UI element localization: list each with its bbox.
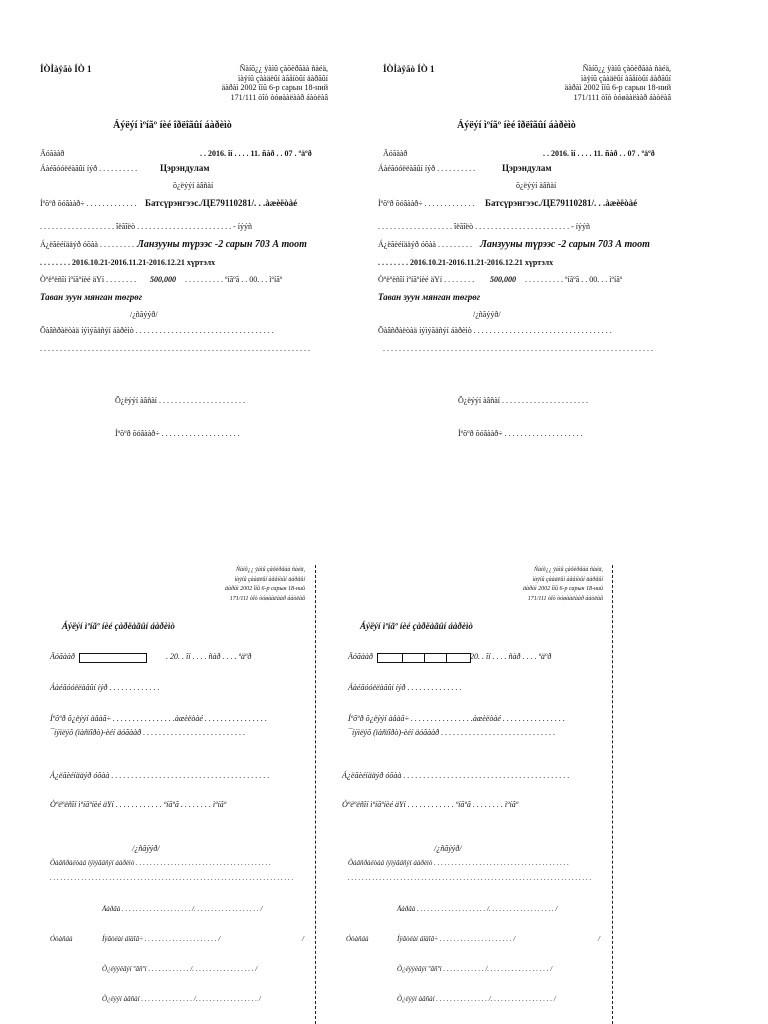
slash-mark: / <box>302 935 304 943</box>
amount-in-words: Таван зуун мянган төгрөг <box>378 292 481 302</box>
receipt-title: Áýëýí ìºíãº íèé îðëîãûí áàðèìò <box>113 120 232 131</box>
cashier-signature: Õ¿ëýýëãýí ºãñºí . . . . . . . . . . . . /. . . . . . . . . . . . . . . . . . / <box>397 965 553 973</box>
number-label: Äóãààð <box>40 149 65 158</box>
approval-line: 171/111 òîò òóøààëààð áàòëàâ <box>230 92 328 102</box>
approval-line: ìàÿíû çààäëûí àãåíòûí äàðãûí <box>234 576 305 583</box>
cashier-signature: Õ¿ëýýëãýí ºãñºí . . . . . . . . . . . . /. . . . . . . . . . . . . . . . . . / <box>102 965 258 973</box>
recipient-label: õ¿ëýýí àâñàí <box>516 181 557 190</box>
purpose-label: Íºõºð õóâààð÷ . . . . . . . . . . . . . <box>40 199 137 208</box>
approval-line: Ñàíõ¿¿ ÿàìû çàõèðãàà ñàéä, <box>534 567 603 573</box>
date-field: . . 2016. îí . . . . 11. ñàð . . 07 . ºäºð <box>543 149 655 158</box>
organization-line: Áàéãóóëëàãûí íýð . . . . . . . . . . . . . . <box>348 683 462 692</box>
approval-note <box>170 566 305 604</box>
purpose-value: Батсүрэнгээс./ЦЕ79110281/. . .àæèëòàé <box>145 198 298 208</box>
source-line: . . . . . . . . . . . . . . . . . . . îëãîëò . . . . . . . . . . . . . . . . . . . . . . . . - íýýñ <box>378 222 590 231</box>
approval-line: Ñàíõ¿¿ ÿàìû çàõèðãàà ñàéä, <box>239 64 328 73</box>
receiver-line: Íºõºð õ¿ëýýí àâàã÷ . . . . . . . . . . . . . . . .àæèëòàé . . . . . . . . . . . . . . . . <box>348 714 565 723</box>
cashier-signature: Íºõºð õóâààð÷ . . . . . . . . . . . . . . . . . . . . <box>458 429 583 438</box>
recipient-label: õ¿ëýýí àâñàí <box>173 181 214 190</box>
dotted-line: . . . . . . . . . . . . . . . . . . . . . . . . . . . . . . . . . . . . . . . . . . . . . . . . . . . . . . . . . . . . . . . . . . . . . . <box>50 874 294 882</box>
approval-line: äàðàì 2002 îíû 6-р сарын 18-ний <box>522 586 603 592</box>
stamp-label: Óòàñäà <box>50 935 73 943</box>
director-signature: Äàðãà . . . . . . . . . . . . . . . . . . . . /. . . . . . . . . . . . . . . . . . . / <box>102 905 263 913</box>
approval-note <box>190 64 328 102</box>
form-code: ÍÒÌàÿãò ÍÒ 1 <box>383 64 435 74</box>
date-field: . . 2016. îí . . . . 11. ñàð . . 07 . ºäºð <box>200 149 312 158</box>
attached-docs-line: Õàâñðàëòàä íýìýãäñýí áàðèìò . . . . . . . . . . . . . . . . . . . . . . . . . . . . . . . . . . . . . . . <box>348 859 569 867</box>
number-input-box[interactable] <box>377 653 471 663</box>
cashier-signature: Íºõºð õóâààð÷ . . . . . . . . . . . . . . . . . . . . <box>115 429 240 438</box>
approval-note <box>468 566 603 604</box>
approval-line: äàðàì 2002 îíû 6-р сарын 18-ний <box>224 586 305 592</box>
approval-line: 171/111 òîò òóøààëààð áàòëàâ <box>527 595 603 602</box>
basis-line: Á¿ëãèéíääýð óõàà . . . . . . . . . . . . . . . . . . . . . . . . . . . . . . . . . . . . . . . . <box>50 771 270 780</box>
in-words-label: /¿ñãýýð/ <box>132 844 160 853</box>
number-label: Äóãààð <box>50 652 75 661</box>
period-value: . . . . . . . . 2016.10.21-2016.11.21-2016.12.21 хүртэлх <box>40 258 216 267</box>
payer-label: Áàéãóóëëàãûí íýð . . . . . . . . . . <box>378 164 476 173</box>
approval-line: Ñàíõ¿¿ ÿàìû çàõèðãàà ñàéä, <box>582 64 671 73</box>
approval-line: Ñàíõ¿¿ ÿàìû çàõèðãàà ñàéä, <box>236 567 305 573</box>
form-code: ÍÒÌàÿãò ÍÒ 1 <box>40 64 92 74</box>
number-label: Äóãààð <box>348 652 373 661</box>
period-value: . . . . . . . . 2016.10.21-2016.11.21-2016.12.21 хүртэлх <box>378 258 554 267</box>
receiver-signature: Õ¿ëýýí àâñàí . . . . . . . . . . . . . . . /. . . . . . . . . . . . . . . . . . / <box>397 995 556 1003</box>
number-label: Äóãààð <box>383 149 408 158</box>
amount-label: Òºëºëñîí ìºíãºíèé äҮí . . . . . . . . <box>378 275 475 284</box>
director-signature: Äàðãà . . . . . . . . . . . . . . . . . . . . /. . . . . . . . . . . . . . . . . . . / <box>397 905 558 913</box>
basis-label: Á¿ëãèéíääýð óõàà . . . . . . . . . <box>378 240 472 249</box>
amount-value: 500,000 <box>150 275 176 284</box>
date-field: . 20. . îí . . . . ñàð . . . . ºäºð <box>166 652 252 661</box>
receiver-signature: Õ¿ëýýí àâñàí . . . . . . . . . . . . . . . . . . . . . . <box>458 396 588 405</box>
approval-line: ìàÿíû çààäëûí àãåíòûí äàðãûí <box>238 73 328 83</box>
amount-line: Òºëºëñîí ìºíãºíèé äҮí . . . . . . . . . . . . ºíãºã . . . . . . . . ìºíãº <box>50 800 227 809</box>
accountant-signature: Íÿãòëàí áîäîã÷ . . . . . . . . . . . . . . . . . . . . . / <box>397 935 516 943</box>
basis-line: Á¿ëãèéíääýð óõàà . . . . . . . . . . . . . . . . . . . . . . . . . . . . . . . . . . . . . . . . . . <box>342 771 570 780</box>
amount-value: 500,000 <box>490 275 516 284</box>
in-words-label: /¿ñãýýð/ <box>473 310 501 319</box>
approval-line: äàðàì 2002 îíû 6-р сарын 18-ний <box>564 83 671 92</box>
slash-mark: / <box>598 935 600 943</box>
amount-in-words: Таван зуун мянган төгрөг <box>40 292 143 302</box>
in-words-label: /¿ñãýýð/ <box>130 310 158 319</box>
basis-value: Ланзууны түрээс -2 сарын 703 А тоот <box>137 239 307 250</box>
date-field: 20. . îí . . . . ñàð . . . . ºäºð <box>470 652 552 661</box>
approval-line: äàðàì 2002 îíû 6-р сарын 18-ний <box>221 83 328 92</box>
approval-line: ìàÿíû çààäëûí àãåíòûí äàðãûí <box>581 73 671 83</box>
voucher-title: Áýëýí ìºíãº íèé çàðëàãûí áàðèìò <box>360 621 473 631</box>
amount-suffix: . . . . . . . . . . ºíãºã . . 00. . . ìºíãº <box>185 275 283 284</box>
number-input-box[interactable] <box>79 653 147 663</box>
payer-name: Цэрэндулам <box>502 163 552 173</box>
id-number-line: ¯íýìëýõ (ïàñïîðò)-èéí äóãààð . . . . . . . . . . . . . . . . . . . . . . . . . . . . . <box>348 728 556 737</box>
cut-line <box>612 565 613 1024</box>
approval-line: 171/111 òîò òóøààëààð áàòëàâ <box>229 595 305 602</box>
organization-line: Áàéãóóëëàãûí íýð . . . . . . . . . . . . . <box>50 683 160 692</box>
receiver-signature: Õ¿ëýýí àâñàí . . . . . . . . . . . . . . . . . . . . . . <box>115 396 245 405</box>
purpose-value: Батсүрэнгээс./ЦЕ79110281/. . .àæèëòàé <box>485 198 638 208</box>
purpose-label: Íºõºð õóâààð÷ . . . . . . . . . . . . . <box>378 199 475 208</box>
basis-value: Ланзууны түрээс -2 сарын 703 А тоот <box>480 239 650 250</box>
in-words-label: /¿ñãýýð/ <box>434 844 462 853</box>
id-number-line: ¯íýìëýõ (ïàñïîðò)-èéí äóãààð . . . . . . . . . . . . . . . . . . . . . . . . . . <box>50 728 246 737</box>
receiver-line: Íºõºð õ¿ëýýí àâàã÷ . . . . . . . . . . . . . . . .àæèëòàé . . . . . . . . . . . . . . . . <box>50 714 267 723</box>
approval-note <box>533 64 671 102</box>
dotted-line: . . . . . . . . . . . . . . . . . . . . . . . . . . . . . . . . . . . . . . . . . . . . . . . . . . . . . . . . . . . . . . . . . . . . <box>40 344 310 353</box>
approval-line: 171/111 òîò òóøààëààð áàòëàâ <box>573 92 671 102</box>
approval-line: ìàÿíû çààäëûí àãåíòûí äàðãûí <box>532 576 603 583</box>
basis-label: Á¿ëãèéíääýð óõàà . . . . . . . . . <box>40 240 134 249</box>
cut-line <box>315 565 316 1024</box>
voucher-title: Áýëýí ìºíãº íèé çàðëàãûí áàðèìò <box>62 621 175 631</box>
payer-name: Цэрэндулам <box>160 163 210 173</box>
amount-suffix: . . . . . . . . . . ºíãºã . . 00. . . ìºíãº <box>525 275 623 284</box>
receiver-signature: Õ¿ëýýí àâñàí . . . . . . . . . . . . . . . /. . . . . . . . . . . . . . . . . . / <box>102 995 261 1003</box>
stamp-label: Óòàñäà <box>346 935 369 943</box>
payer-label: Áàéãóóëëàãûí íýð . . . . . . . . . . <box>40 164 138 173</box>
amount-line: Òºëºëñîí ìºíãºíèé äҮí . . . . . . . . . . . . ºíãºã . . . . . . . . ìºíãº <box>342 800 519 809</box>
source-line: . . . . . . . . . . . . . . . . . . . îëãîëò . . . . . . . . . . . . . . . . . . . . . . . . - íýýñ <box>40 222 252 231</box>
attached-docs-line: Õàâñðàëòàä íýìýãäñýí áàðèìò . . . . . . . . . . . . . . . . . . . . . . . . . . . . . . . . . . . . . . . <box>50 859 271 867</box>
attached-docs-line: Õàâñðàëòàä íýìýãäñýí áàðèìò . . . . . . . . . . . . . . . . . . . . . . . . . . . . . . . . . . . <box>40 326 274 335</box>
attached-docs-line: Õàâñðàëòàä íýìýãäñýí áàðèìò . . . . . . . . . . . . . . . . . . . . . . . . . . . . . . . . . . . <box>378 326 612 335</box>
receipt-title: Áýëýí ìºíãº íèé îðëîãûí áàðèìò <box>457 120 576 131</box>
accountant-signature: Íÿãòëàí áîäîã÷ . . . . . . . . . . . . . . . . . . . . . / <box>102 935 221 943</box>
dotted-line: . . . . . . . . . . . . . . . . . . . . . . . . . . . . . . . . . . . . . . . . . . . . . . . . . . . . . . . . . . . . . . . . . . . . . . <box>348 874 592 882</box>
dotted-line: . . . . . . . . . . . . . . . . . . . . . . . . . . . . . . . . . . . . . . . . . . . . . . . . . . . . . . . . . . . . . . . . . . . . <box>383 344 653 353</box>
amount-label: Òºëºëñîí ìºíãºíèé äҮí . . . . . . . . <box>40 275 137 284</box>
